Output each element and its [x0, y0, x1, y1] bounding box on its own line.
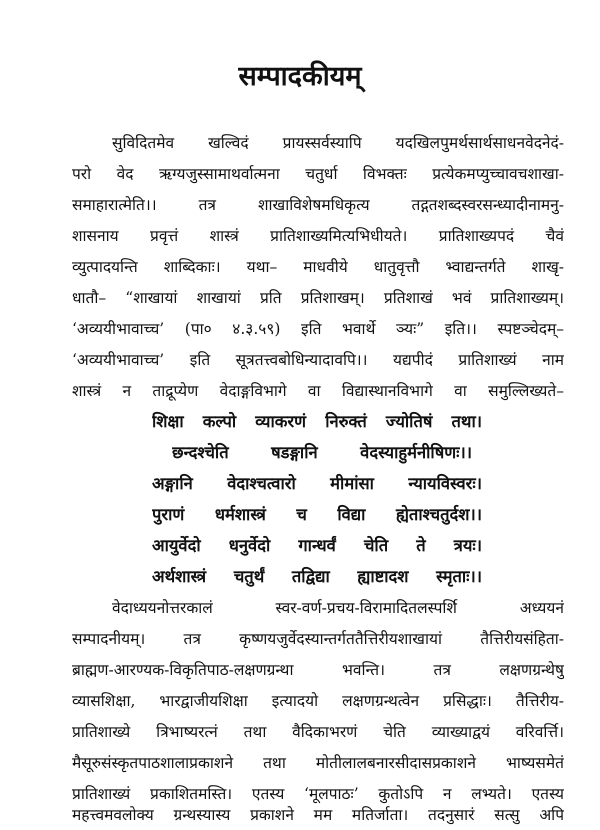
- verse-line: आयुर्वेदो धनुर्वेदो गान्धर्वं चेति ते त्रयः।: [152, 536, 482, 555]
- paragraph1-line: शास्त्रं न ताद्रूप्येण वेदाङ्गविभागे वा विद्यास्थानविभागे वा समुल्लिख्यते–: [72, 382, 564, 400]
- paragraph2-line: व्यासशिक्षा, भारद्वाजीयशिक्षा इत्यादयो लक्षणग्रन्थत्वेन प्रसिद्धाः। तैत्तिरीय-: [72, 692, 564, 710]
- paragraph1-line: शासनाय प्रवृत्तं शास्त्रं प्रातिशाख्यमित्यभिधीयते। प्रातिशाख्यपदं चैवं: [72, 227, 564, 245]
- paragraph1-line: ‘अव्ययीभावाच्च’ (पा० ४.३.५९) इति भवार्थे ञ्यः” इति।। स्पष्टञ्चेदम्–: [72, 320, 564, 338]
- paragraph1-line: समाहारात्मेति।। तत्र शाखाविशेषमधिकृत्य तद्गतशब्दस्वरसन्ध्यादीनामनु-: [72, 196, 564, 214]
- paragraph1-line: व्युत्पादयन्ति शाब्दिकाः। यथा– माधवीये धातुवृत्तौ भ्वाद्यन्तर्गते शाखृ-: [72, 258, 564, 276]
- verse-line: छन्दश्चेति षडङ्गानि वेदस्याहुर्मनीषिणः।।: [172, 443, 472, 462]
- paragraph2-line: सम्पादनीयम्। तत्र कृष्णयजुर्वेदस्यान्तर्गततैत्तिरीयशाखायां तैत्तिरीयसंहिता-: [72, 630, 564, 648]
- page-title: सम्पादकीयम्: [238, 61, 362, 92]
- verse-line: शिक्षा कल्पो व्याकरणं निरुक्तं ज्योतिषं तथा।: [152, 412, 482, 431]
- verse-line: पुराणं धर्मशास्त्रं च विद्या ह्येताश्चतुर्दश।।: [152, 505, 482, 524]
- paragraph2-line: मैसूरुसंस्कृतपाठशालाप्रकाशने तथा मोतीलालबनारसीदासप्रकाशने भाष्यसमेतं: [72, 754, 564, 772]
- verse-line: अर्थशास्त्रं चतुर्थं तद्विद्या ह्याष्टादश स्मृताः।।: [152, 567, 482, 586]
- paragraph1-line: सुविदितमेव खल्विदं प्रायस्सर्वस्यापि यदखिलपुमर्थसार्थसाधनवेदनेदं-: [112, 134, 564, 152]
- paragraph2-line: महत्त्वमवलोक्य ग्रन्थस्यास्य प्रकाशने मम मतिर्जाता। तदनुसारं सत्सु अपि: [72, 806, 564, 824]
- paragraph2-line: वेदाध्ययनोत्तरकालं स्वर-वर्ण-प्रचय-विरामादितलस्पर्शि अध्ययनं: [112, 599, 564, 617]
- paragraph1-line: धातौ– “शाखायां शाखायां प्रति प्रतिशाखम्। प्रतिशाखं भवं प्रातिशाख्यम्।: [72, 289, 564, 307]
- paragraph2-line: ब्राह्मण-आरण्यक-विकृतिपाठ-लक्षणग्रन्था भवन्ति। तत्र लक्षणग्रन्थेषु: [72, 661, 564, 679]
- paragraph2-line: प्रातिशाख्यं प्रकाशितमस्ति। एतस्य ‘मूलपाठः’ कुतोऽपि न लभ्यते। एतस्य: [72, 785, 564, 803]
- paragraph1-line: ‘अव्ययीभावाच्च’ इति सूत्रतत्त्वबोधिन्यादावपि।। यद्यपीदं प्रातिशाख्यं नाम: [72, 351, 564, 369]
- verse-line: अङ्गानि वेदाश्चत्वारो मीमांसा न्यायविस्वरः।: [152, 474, 482, 493]
- paragraph2-line: प्रातिशाख्ये त्रिभाष्यरत्नं तथा वैदिकाभरणं चेति व्याख्याद्वयं वरिवर्त्ति।: [72, 723, 564, 741]
- paragraph1-line: परो वेद ऋग्यजुस्सामाथर्वात्मना चतुर्धा विभक्तः प्रत्येकमप्युच्चावचशाखा-: [72, 165, 564, 183]
